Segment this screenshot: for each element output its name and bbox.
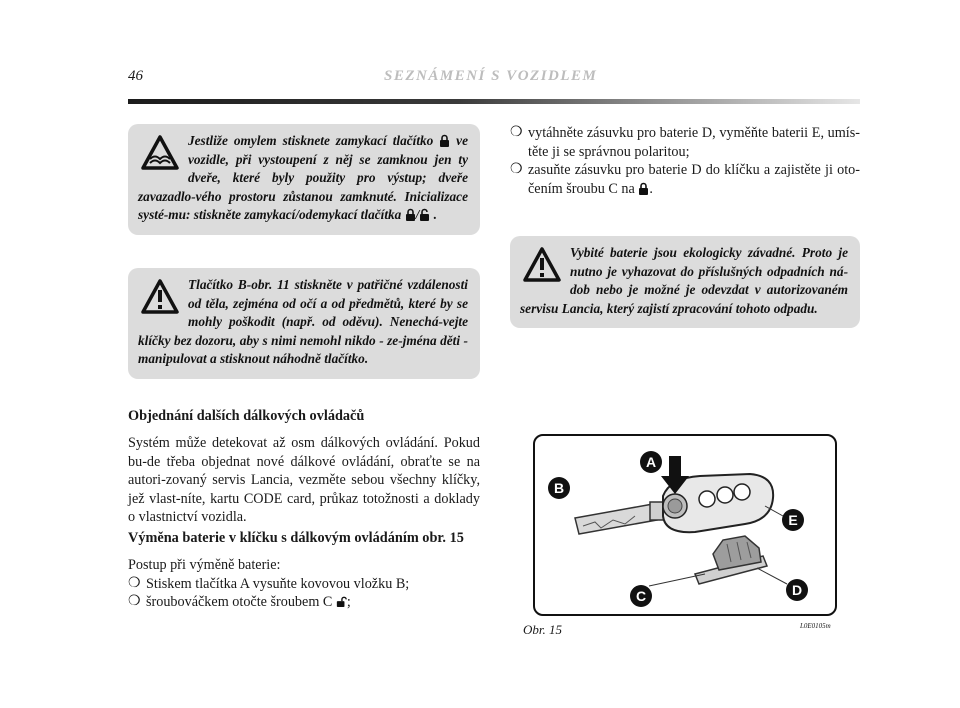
list-item-text: Stiskem tlačítka A vysuňte kovovou vložku B; <box>146 575 410 592</box>
warning3-text: Vybité baterie jsou ekologicky závadné. Proto je nutno je vyhazovat do příslušných odpadních ná-dob nebo je možné je odevzdat v autorizovaném servisu Lancia, který zajistí zpracování tohoto odpadu. <box>520 245 848 316</box>
warning1-text-a: Jestliže omylem stisknete zamykací tlačítko <box>188 133 440 148</box>
section-text-battery <box>128 556 480 612</box>
header-rule <box>128 99 860 104</box>
warning-triangle-icon <box>140 134 180 172</box>
svg-text:B: B <box>553 480 565 496</box>
label-d <box>786 579 808 601</box>
svg-text:C: C <box>635 588 647 604</box>
warning-triangle-icon <box>522 246 562 284</box>
figure-key-battery <box>533 434 837 616</box>
list-item <box>510 161 860 198</box>
bullet-mark: ❍ <box>510 162 523 177</box>
label-a <box>640 451 662 473</box>
battery-drawer <box>695 536 767 584</box>
key-illustration <box>535 436 835 614</box>
lock-open-icon <box>336 595 347 608</box>
bullet-mark: ❍ <box>128 594 141 609</box>
list-item <box>128 575 480 594</box>
svg-text:E: E <box>788 512 798 528</box>
figure-caption: Obr. 15 <box>523 622 563 637</box>
label-b <box>548 477 570 499</box>
section-heading-battery: Výměna baterie v klíčku s dálkovým ovládáním obr. 15 <box>128 530 464 546</box>
lock-closed-icon <box>439 134 450 147</box>
list-item-text: zasuňte zásuvku pro baterie D do klíčku a zajistěte ji oto-čením šroubu C na <box>528 162 860 197</box>
lock-closed-icon <box>405 208 416 221</box>
list-item <box>510 124 860 161</box>
running-title: SEZNÁMENÍ S VOZIDLEM <box>384 68 598 84</box>
battery-steps-list <box>510 124 860 198</box>
warning1-separator: / <box>415 207 420 222</box>
section-heading-remotes: Objednání dalších dálkových ovládačů <box>128 408 365 424</box>
paragraph: Postup při výměně baterie: <box>128 557 281 573</box>
warning-box-lock <box>128 124 480 235</box>
list-item-end: . <box>649 180 653 197</box>
page-number: 46 <box>128 68 143 84</box>
figure-code: L0E0105m <box>800 622 831 630</box>
label-e <box>782 509 804 531</box>
section-text-remotes <box>128 434 480 527</box>
list-item-text: šroubováčkem otočte šroubem C <box>146 594 336 610</box>
leader-line <box>757 568 787 584</box>
paragraph: Systém může detekovat až osm dálkových ovládání. Pokud bu-de třeba objednat nové dálkové ovládání, obraťte se na autori-zovaný servis Lancia, vezměte sebou všechny klíčky, jež vlast-níte, kartu CODE card, průkaz totožnosti a doklady o vlastnictví vozidla. <box>128 435 480 525</box>
warning-box-key-button <box>128 268 480 379</box>
svg-text:D: D <box>791 582 803 598</box>
bullet-mark: ❍ <box>510 125 523 140</box>
warning1-end: . <box>430 207 437 222</box>
lock-open-icon <box>419 208 430 221</box>
key-blade <box>575 502 666 534</box>
list-item-end: ; <box>346 594 351 610</box>
list-item <box>128 593 480 612</box>
svg-text:A: A <box>645 454 657 470</box>
warning-triangle-icon <box>140 278 180 316</box>
label-c <box>630 585 652 607</box>
warning-box-battery-disposal <box>510 236 860 328</box>
lock-closed-icon <box>638 182 649 195</box>
list-item-text: vytáhněte zásuvku pro baterie D, vyměňte baterii E, umís-těte ji se správnou polaritou; <box>528 125 860 160</box>
warning2-text: Tlačítko B-obr. 11 stiskněte v patřičné vzdálenosti od těla, zejména od očí a od předmětů, které by se mohly poškodit (např. od oděvu). Nenechá-vejte klíčky bez dozoru, aby s nimi nemohl nikdo - ze-jména děti - manipulovat a stisknout náhodně tlačítko. <box>138 277 468 366</box>
warning1-text-b: ve vozidle, při vystoupení z něj se zamknou jen ty dveře, které byly použity pro výstup; dveře zavazadlo-vého prostoru zůstanou zamknuté. Inicializace systé-mu: stiskněte zamykací/odemykací tlačítka <box>138 133 468 222</box>
bullet-mark: ❍ <box>128 575 141 591</box>
